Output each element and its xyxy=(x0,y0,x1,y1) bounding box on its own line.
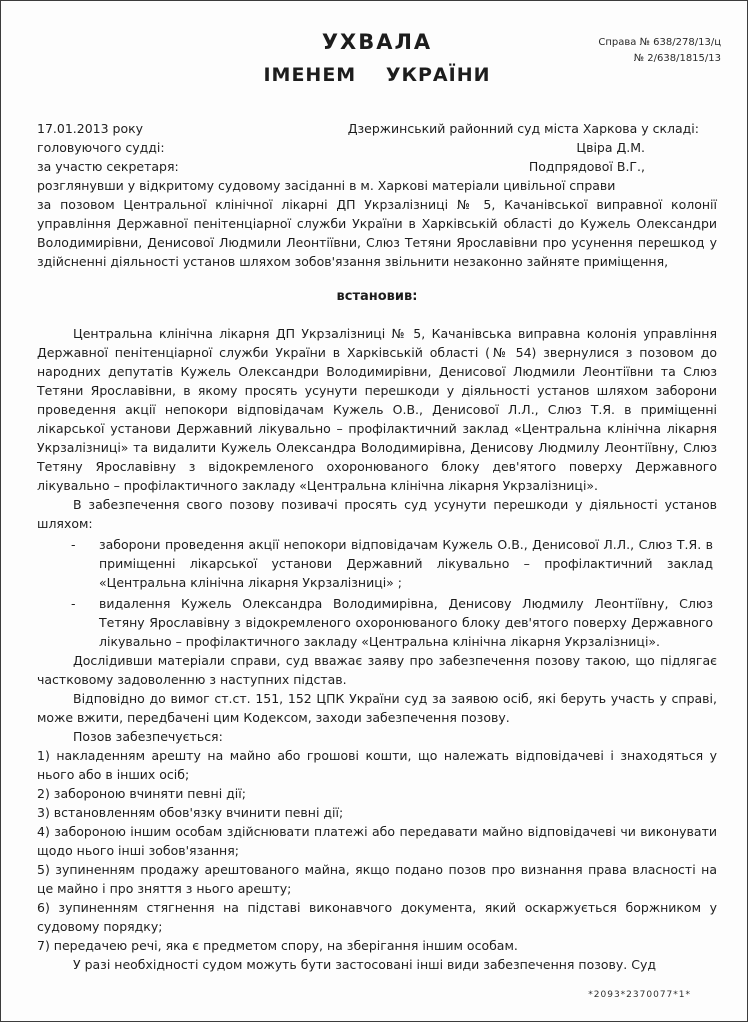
bullet-item-removal xyxy=(67,594,717,651)
bullet-dash: - xyxy=(71,537,76,552)
numbered-item: 4) забороною іншим особам здійснювати платежі або передавати майно відповідачеві чи виконувати щодо нього інші зобов'язання; xyxy=(37,824,717,858)
bullet-text: видалення Кужель Олександра Володимирівна, Денисову Людмилу Леонтіївну, Слюз Тетяну Ярославівну з відокремленого охоронюваного блоку дев'ятого поверху Державного лікувально – профілактичного закладу «Центральна клінічна лікарня Укрзалізниці». xyxy=(99,596,713,649)
bullet-item-prohibition xyxy=(67,535,717,592)
bullet-text: заборони проведення акції непокори відповідачам Кужель О.В., Денисової Л.Л., Слюз Т.Я. в приміщенні лікарської установи Державний лікувально – профілактичний заклад «Центральна клінічна лікарня Укрзалізниці» ; xyxy=(99,537,713,590)
numbered-item: 2) забороною вчиняти певні дії; xyxy=(37,786,246,801)
case-number-secondary: № 2/638/1815/13 xyxy=(633,53,721,64)
paragraph-court-opinion: Дослідивши матеріали справи, суд вважає заяву про забезпечення позову такою, що підлягає частковому задоволенню з наступних підстав. xyxy=(37,653,717,687)
judge-label: головуючого судді: xyxy=(37,140,165,155)
secretary-name: Подпрядової В.Г., xyxy=(528,159,645,174)
document-subtitle: ІМЕНЕМ УКРАЇНИ xyxy=(263,64,491,86)
paragraph-securing-intro: Позов забезпечується: xyxy=(73,729,223,744)
date-court-row xyxy=(37,119,717,138)
barcode-stamp-number: *2093*2370077*1* xyxy=(588,990,691,1000)
document-title: УХВАЛА xyxy=(321,30,433,54)
intro-block xyxy=(37,119,717,271)
secretary-label: за участю секретаря: xyxy=(37,159,179,174)
paragraph-securing-request: В забезпечення свого позову позивачі просять суд усунути перешкоди у діяльності установ шляхом: xyxy=(37,497,717,531)
numbered-item: 1) накладенням арешту на майно або грошові кошти, що належать відповідачеві і знаходяться у нього або в інших осіб; xyxy=(37,748,717,782)
case-number-primary: Справа № 638/278/13/ц xyxy=(598,37,721,48)
numbered-item: 7) передачею речі, яка є предметом спору, на зберігання іншим особам. xyxy=(37,938,518,953)
case-numbers xyxy=(598,35,721,67)
hearing-line: розглянувши у відкритому судовому засіданні в м. Харкові матеріали цивільної справи xyxy=(37,178,616,193)
numbered-item: 5) зупиненням продажу арештованого майна, якщо подано позов про визнання права власності на це майно і про зняття з нього арешту; xyxy=(37,862,717,896)
judge-row xyxy=(37,138,717,157)
secretary-row xyxy=(37,157,717,176)
paragraph-claim-summary: Центральна клінічна лікарня ДП Укрзалізниці № 5, Качанівська виправна колонія управління Державної пенітенціарної служби України в Харківській області (№ 54) звернулися з позовом до народних депутатів Кужель Олександри Володимирівни, Денисової Людмили Леонтіївни та Слюз Тетяни Ярославівни, в якому просять усунути перешкоди у діяльності установ шляхом заборони проведення акції непокори відповідачам Кужель О.В., Денисової Л.Л., Слюз Т.Я. в приміщенні лікарської установи Державний лікувально – профілактичний заклад «Центральна клінічна лікарня Укрзалізниці» та видалити Кужель Олександра Володимирівна, Денисову Людмилу Леонтіївну, Слюз Тетяну Ярославівну з відокремленого охоронюваного блоку дев'ятого поверху Державного лікувально – профілактичного закладу «Центральна клінічна лікарня Укрзалізниці». xyxy=(37,326,717,493)
bullet-dash: - xyxy=(71,596,76,611)
judge-name: Цвіра Д.М. xyxy=(576,140,645,155)
numbered-item: 6) зупиненням стягнення на підставі виконавчого документа, який оскаржується боржником у судовому порядку; xyxy=(37,900,717,934)
ruling-date: 17.01.2013 року xyxy=(37,121,144,136)
paragraph-law-reference: Відповідно до вимог ст.ст. 151, 152 ЦПК України суд за заявою осіб, які беруть участь у справі, може вжити, передбачені цим Кодексом, заходи забезпечення позову. xyxy=(37,691,717,725)
claim-paragraph: за позовом Центральної клінічної лікарні ДП Укрзалізниці № 5, Качанівської виправної колонії управління Державної пенітенціарної служби України в Харківській області до Кужель Олександри Володимирівни, Денисової Людмили Леонтіївни, Слюз Тетяни Ярославівни про усунення перешкод у здійсненні діяльності установ шляхом зобов'язання звільнити незаконно зайняте приміщення, xyxy=(37,197,717,269)
paragraph-other-measures: У разі необхідності судом можуть бути застосовані інші види забезпечення позову. Суд xyxy=(73,957,656,972)
established-heading: встановив: xyxy=(336,289,418,304)
court-name: Дзержинський районний суд міста Харкова у складі: xyxy=(347,121,699,136)
numbered-item: 3) встановленням обов'язку вчинити певні дії; xyxy=(37,805,344,820)
